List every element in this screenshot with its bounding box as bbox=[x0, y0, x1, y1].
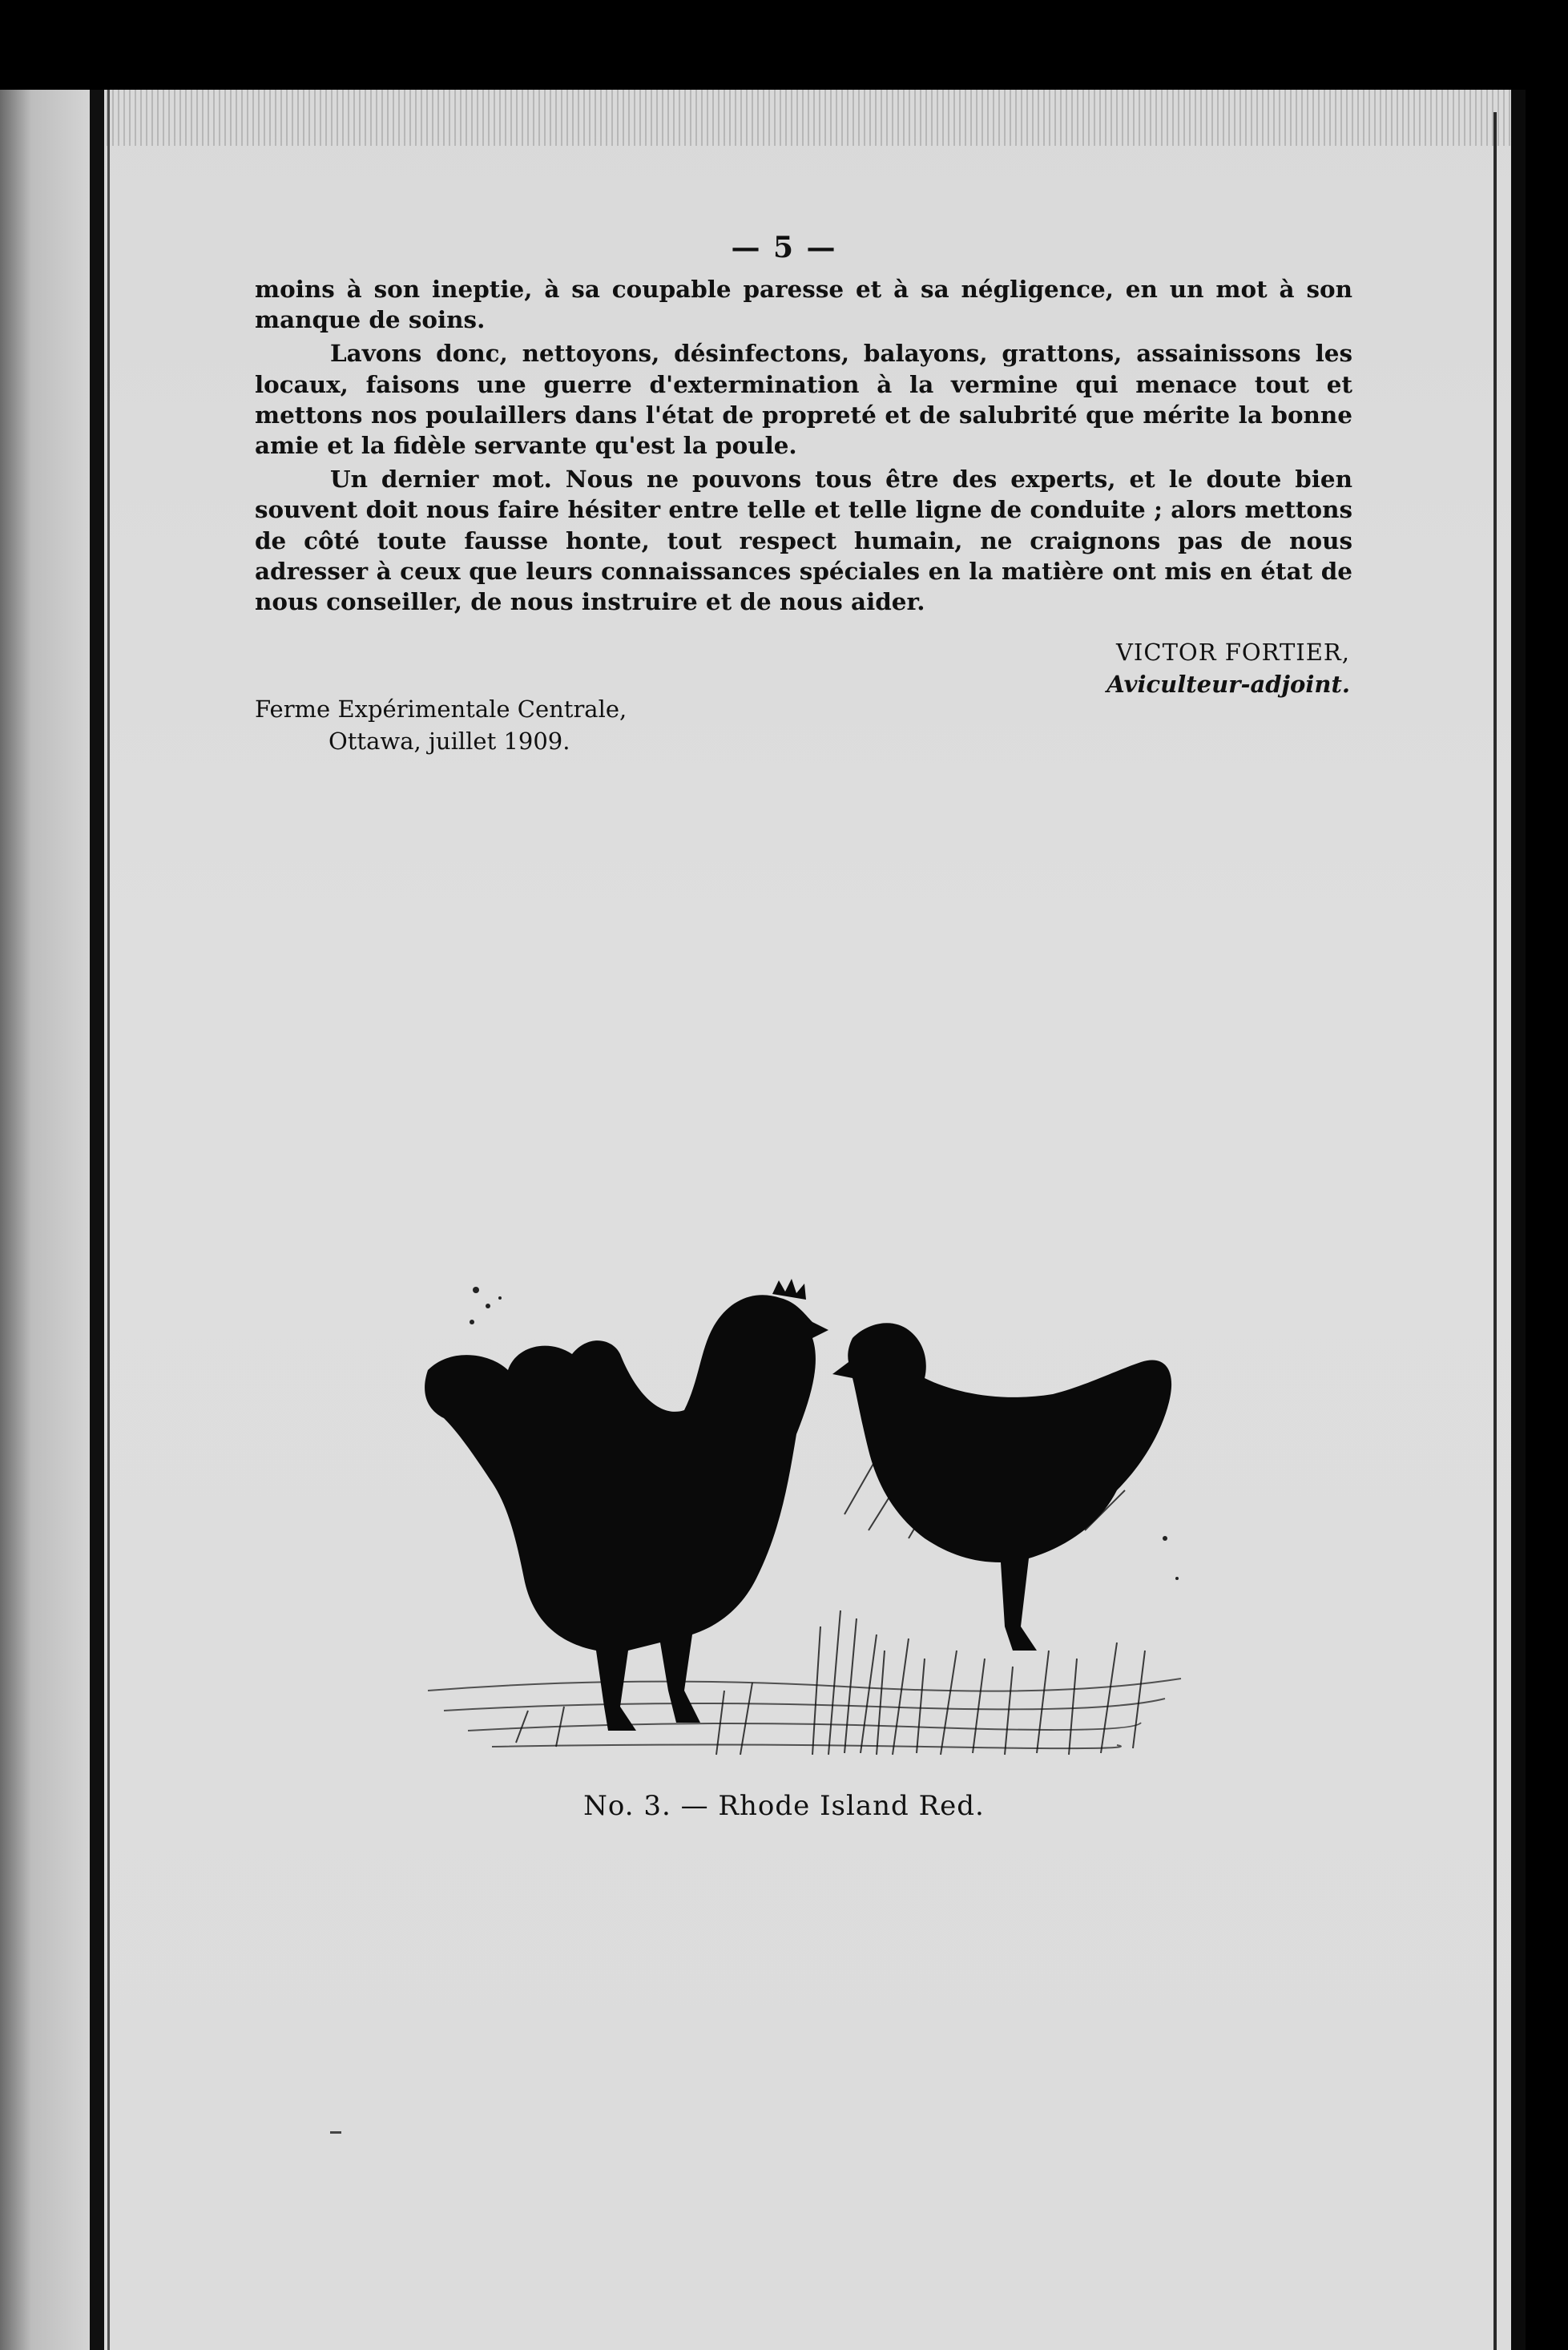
scan-noise bbox=[11, 90, 1534, 146]
dateline-place: Ferme Expérimentale Centrale, bbox=[255, 695, 627, 723]
author-name: VICTOR FORTIER, bbox=[1115, 639, 1350, 666]
signature-block bbox=[1106, 636, 1350, 700]
right-border bbox=[1526, 90, 1568, 2350]
page-edge-line bbox=[1493, 112, 1497, 2350]
facing-page-edge bbox=[0, 90, 90, 2350]
scan-smudge bbox=[330, 2131, 341, 2134]
page-number: — 5 — bbox=[731, 231, 837, 264]
right-border-shadow bbox=[1511, 90, 1526, 2350]
hen-silhouette bbox=[832, 1323, 1171, 1651]
binding-shadow bbox=[90, 90, 104, 2350]
paragraph-3: Un dernier mot. Nous ne pouvons tous être des experts, et le doute bien souvent doit nous faire hésiter entre telle et telle ligne de conduite ; alors mettons de côté toute fausse honte, tout respect humain, ne craignons pas de nous adresser à ceux que leurs connaissances spéciales en la matière ont mis en état de nous conseiller, de nous instruire et de nous aider. bbox=[255, 465, 1352, 616]
author-title: Aviculteur-adjoint. bbox=[1106, 671, 1350, 698]
body-text bbox=[255, 274, 1352, 617]
grass-ground bbox=[428, 1679, 1181, 1748]
rooster-silhouette bbox=[425, 1279, 828, 1731]
figure-caption: No. 3. — Rhode Island Red. bbox=[583, 1790, 985, 1822]
binding-line bbox=[107, 90, 110, 2350]
chickens-illustration bbox=[396, 1274, 1197, 1771]
paragraph-1: moins à son ineptie, à sa coupable paresse et à sa négligence, en un mot à son manque de soins. bbox=[255, 275, 1352, 334]
paragraph-2: Lavons donc, nettoyons, désinfectons, balayons, grattons, assainissons les locaux, faisons une guerre d'extermination à la vermine qui menace tout et mettons nos poulaillers dans l'état de propreté et de salubrité que mérite la bonne amie et la fidèle servante qu'est la poule. bbox=[255, 339, 1352, 460]
dateline-city-date: Ottawa, juillet 1909. bbox=[329, 728, 570, 755]
dateline bbox=[255, 693, 627, 757]
